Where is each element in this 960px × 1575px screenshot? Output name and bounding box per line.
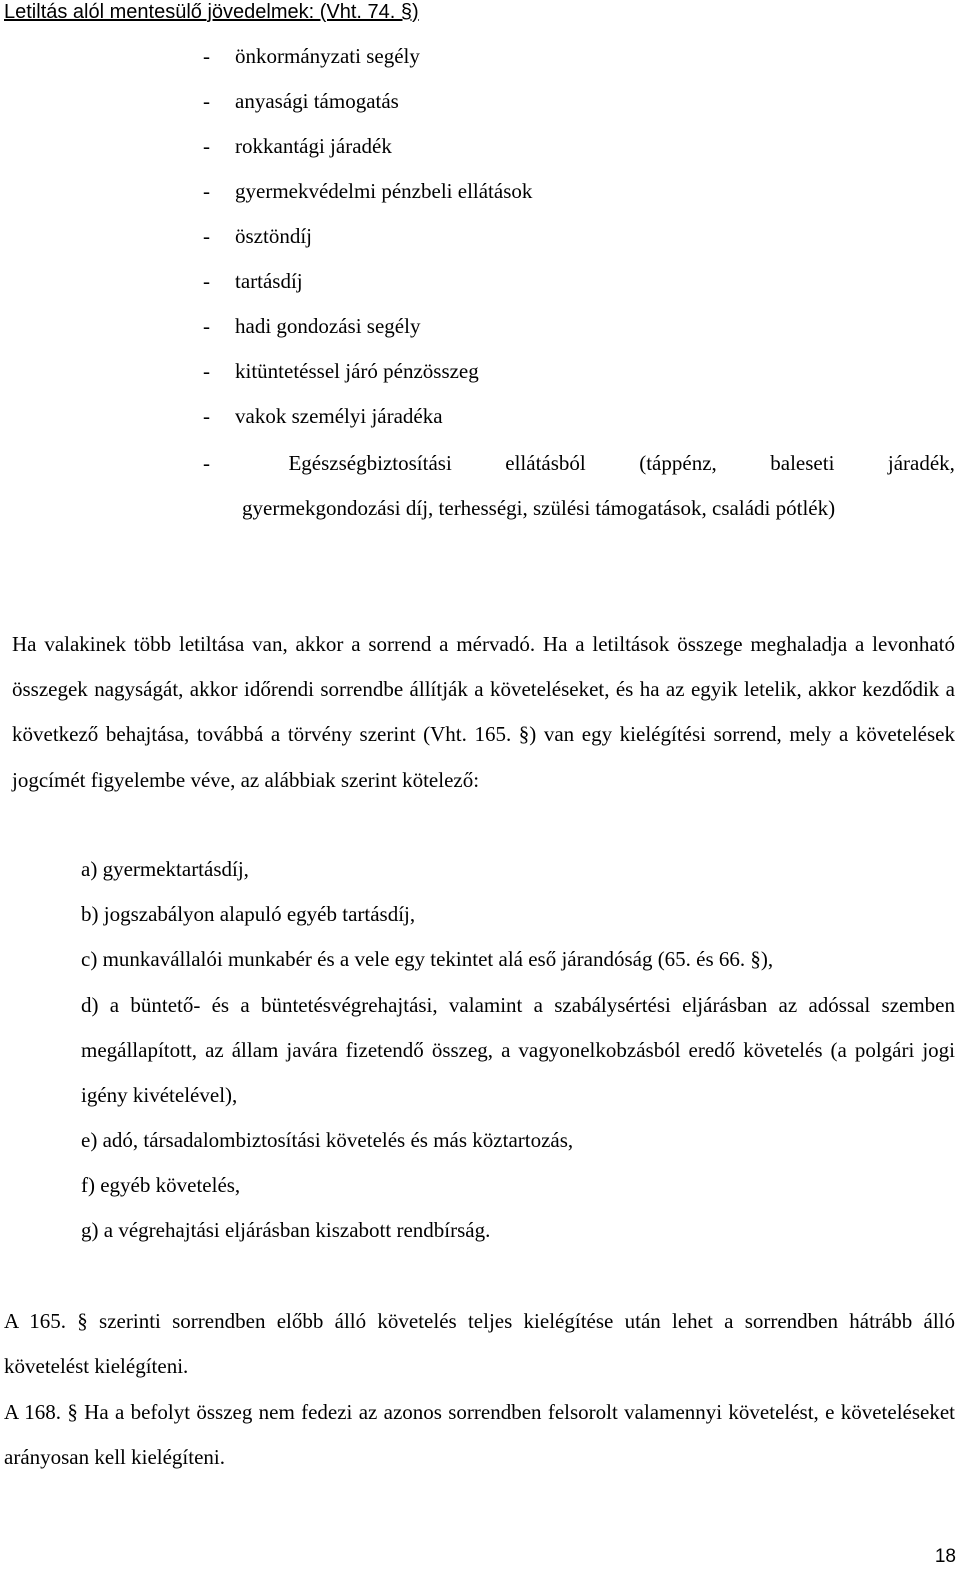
paragraph-168: A 168. § Ha a befolyt összeg nem fedezi az azonos sorrendben felsorolt valamennyi követelést, e követeléseket arányosan kell kielégíteni.: [4, 1400, 955, 1469]
order-item-f: f) egyéb követelés,: [81, 1173, 241, 1197]
order-item-a: a) gyermektartásdíj,: [81, 857, 249, 881]
order-item-b: b) jogszabályon alapuló egyéb tartásdíj,: [81, 902, 416, 926]
order-item-c: c) munkavállalói munkabér és a vele egy tekintet alá eső járandóság (65. és 66. §),: [81, 947, 774, 971]
list-item-first-line: - Egészségbiztosítási ellátásból (táppénz, baleseti járadék,: [203, 451, 955, 475]
list-item-health-insurance: [203, 441, 955, 531]
list-item: - gyermekvédelmi pénzbeli ellátások: [203, 179, 533, 203]
list-item-continuation: gyermekgondozási díj, terhességi, szülési támogatások, családi pótlék): [242, 496, 836, 520]
list-item: - anyasági támogatás: [203, 89, 399, 113]
list-item: - önkormányzati segély: [203, 44, 420, 68]
order-item-d: d) a büntető- és a büntetésvégrehajtási, valamint a szabálysértési eljárásban az adóssal szemben megállapított, az állam javára fizetendő összeg, a vagyonelkobzásból eredő követelés (a polgári jogi igény kivételével),: [81, 993, 955, 1107]
order-item-g: g) a végrehajtási eljárásban kiszabott rendbírság.: [81, 1218, 491, 1242]
page-number: 18: [934, 1546, 956, 1567]
section-heading: Letiltás alól mentesülő jövedelmek: (Vht. 74. §): [4, 1, 419, 23]
paragraph-165: A 165. § szerinti sorrendben előbb álló követelés teljes kielégítése után lehet a sorrendben hátrább álló követelést kielégíteni.: [4, 1309, 955, 1378]
list-item: - ösztöndíj: [203, 224, 312, 248]
list-item: - tartásdíj: [203, 269, 303, 293]
order-item-e: e) adó, társadalombiztosítási követelés és más köztartozás,: [81, 1128, 574, 1152]
list-item: - kitüntetéssel járó pénzösszeg: [203, 359, 479, 383]
paragraph-enforcement-order: Ha valakinek több letiltása van, akkor a sorrend a mérvadó. Ha a letiltások összege meghaladja a levonható összegek nagyságát, akkor időrendi sorrendbe állítják a követeléseket, és ha az egyik letelik, akkor kezdődik a következő behajtása, továbbá a törvény szerint (Vht. 165. §) van egy kielégítési sorrend, mely a követelések jogcímét figyelembe véve, az alábbiak szerint kötelező:: [12, 632, 955, 792]
list-item: - vakok személyi járadéka: [203, 404, 443, 428]
list-item: - hadi gondozási segély: [203, 314, 421, 338]
list-item: - rokkantági járadék: [203, 134, 392, 158]
